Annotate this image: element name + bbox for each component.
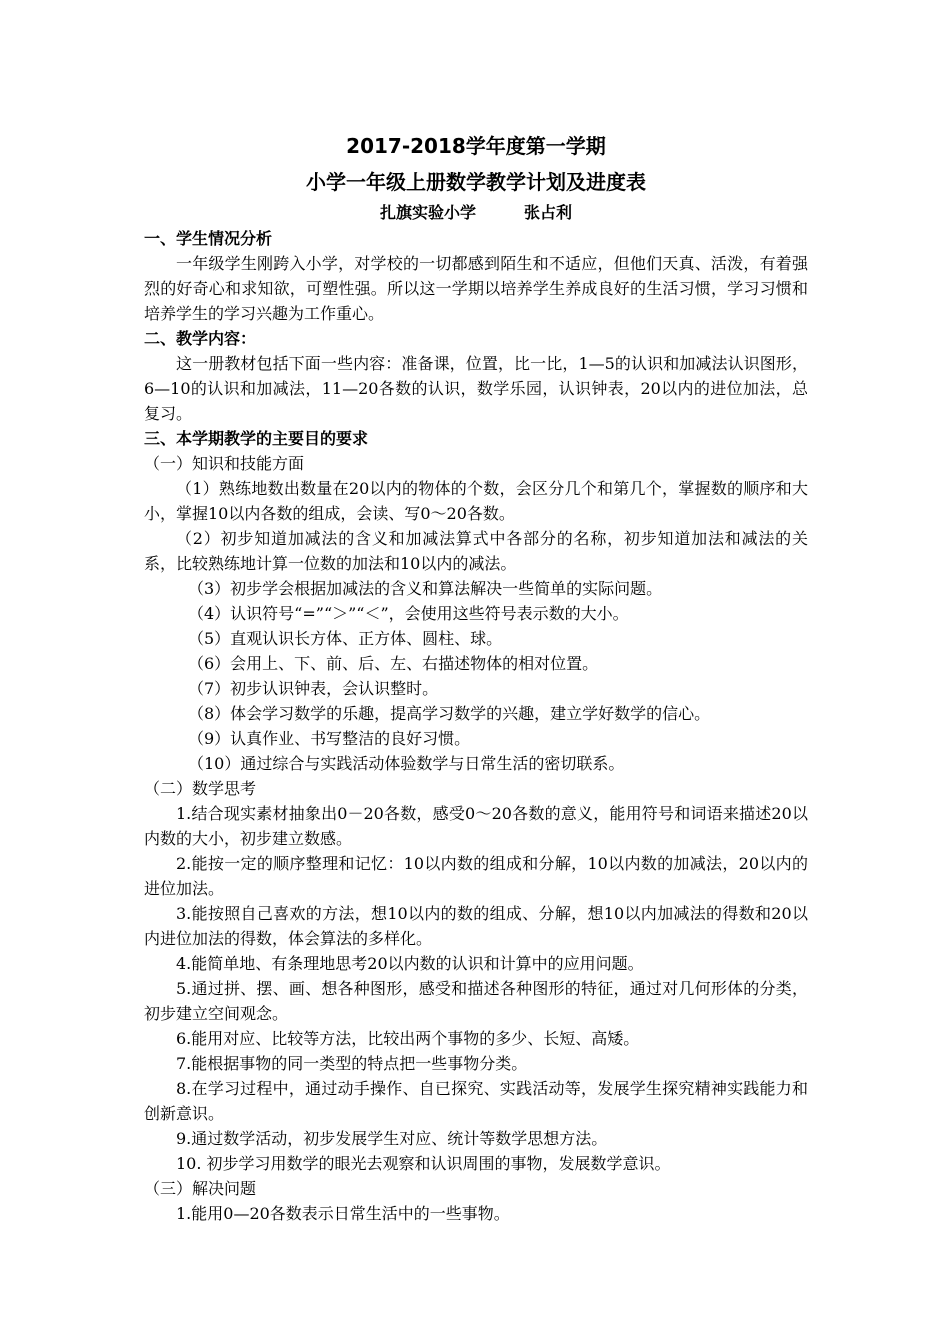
subsection-heading-problem-solving: （三）解决问题 [144, 1179, 257, 1198]
section-heading-goals: 三、本学期教学的主要目的要求 [144, 429, 369, 448]
subsection-heading-knowledge-skills: （一）知识和技能方面 [144, 454, 305, 473]
list-item: （7）初步认识钟表，会认识整时。 [188, 679, 439, 698]
list-item: （8）体会学习数学的乐趣，提高学习数学的兴趣，建立学好数学的信心。 [188, 704, 711, 723]
list-item: 3.能按照自己喜欢的方法，想10以内的数的组成、分解，想10以内加减法的得数和20以内进位加法的得数，体会算法的多样化。 [144, 904, 808, 948]
list-item: （6）会用上、下、前、后、左、右描述物体的相对位置。 [188, 654, 599, 673]
list-item: （2）初步知道加减法的含义和加减法算式中各部分的名称，初步知道加法和减法的关系，比较熟练地计算一位数的加法和10以内的减法。 [144, 529, 808, 573]
list-item: 8.在学习过程中，通过动手操作、自已探究、实践活动等，发展学生探究精神实践能力和创新意识。 [144, 1079, 808, 1123]
document-title: 小学一年级上册数学教学计划及进度表 [306, 170, 646, 194]
author-line [144, 200, 808, 226]
list-item: 1.能用0—20各数表示日常生活中的一些事物。 [176, 1204, 510, 1223]
list-item: （5）直观认识长方体、正方体、圆柱、球。 [188, 629, 503, 648]
list-item: 9.通过数学活动，初步发展学生对应、统计等数学思想方法。 [176, 1129, 608, 1148]
list-item: 1.结合现实素材抽象出0－20各数，感受0～20各数的意义，能用符号和词语来描述20以内数的大小，初步建立数感。 [144, 804, 808, 848]
list-item: 4.能简单地、有条理地思考20以内数的认识和计算中的应用问题。 [176, 954, 644, 973]
section-body-student-analysis: 一年级学生刚跨入小学，对学校的一切都感到陌生和不适应，但他们天真、活泼，有着强烈的好奇心和求知欲，可塑性强。所以这一学期以培养学生养成良好的生活习惯，学习习惯和培养学生的学习兴趣为工作重心。 [144, 254, 808, 323]
subsection-heading-math-thinking: （二）数学思考 [144, 779, 257, 798]
list-item: （1）熟练地数出数量在20以内的物体的个数，会区分几个和第几个，掌握数的顺序和大小，掌握10以内各数的组成，会读、写0～20各数。 [144, 479, 808, 523]
list-item: 7.能根据事物的同一类型的特点把一些事物分类。 [176, 1054, 528, 1073]
list-item: （4）认识符号“=”“＞”“＜”，会使用这些符号表示数的大小。 [188, 604, 629, 623]
school-name: 扎旗实验小学 [379, 203, 476, 222]
list-item: （9）认真作业、书写整洁的良好习惯。 [188, 729, 471, 748]
author-name: 张占利 [524, 203, 573, 222]
list-item: 6.能用对应、比较等方法，比较出两个事物的多少、长短、高矮。 [176, 1029, 640, 1048]
list-item: 5.通过拼、摆、画、想各种图形，感受和描述各种图形的特征，通过对几何形体的分类，初步建立空间观念。 [144, 979, 808, 1023]
section-heading-teaching-content: 二、教学内容： [144, 329, 257, 348]
document-title-year: 2017-2018学年度第一学期 [346, 134, 606, 158]
section-heading-student-analysis: 一、学生情况分析 [144, 229, 273, 248]
document-page [144, 128, 808, 1226]
list-item: 10. 初步学习用数学的眼光去观察和认识周围的事物，发展数学意识。 [176, 1154, 671, 1173]
list-item: 2.能按一定的顺序整理和记忆：10以内数的组成和分解，10以内数的加减法，20以内的进位加法。 [144, 854, 808, 898]
section-body-teaching-content: 这一册教材包括下面一些内容：准备课，位置，比一比，1—5的认识和加减法认识图形， 6—10的认识和加减法，11—20各数的认识，数学乐园，认识钟表，20以内的进位加法，总复习。 [144, 354, 808, 423]
list-item: （10）通过综合与实践活动体验数学与日常生活的密切联系。 [188, 754, 625, 773]
list-item: （3）初步学会根据加减法的含义和算法解决一些简单的实际问题。 [188, 579, 663, 598]
